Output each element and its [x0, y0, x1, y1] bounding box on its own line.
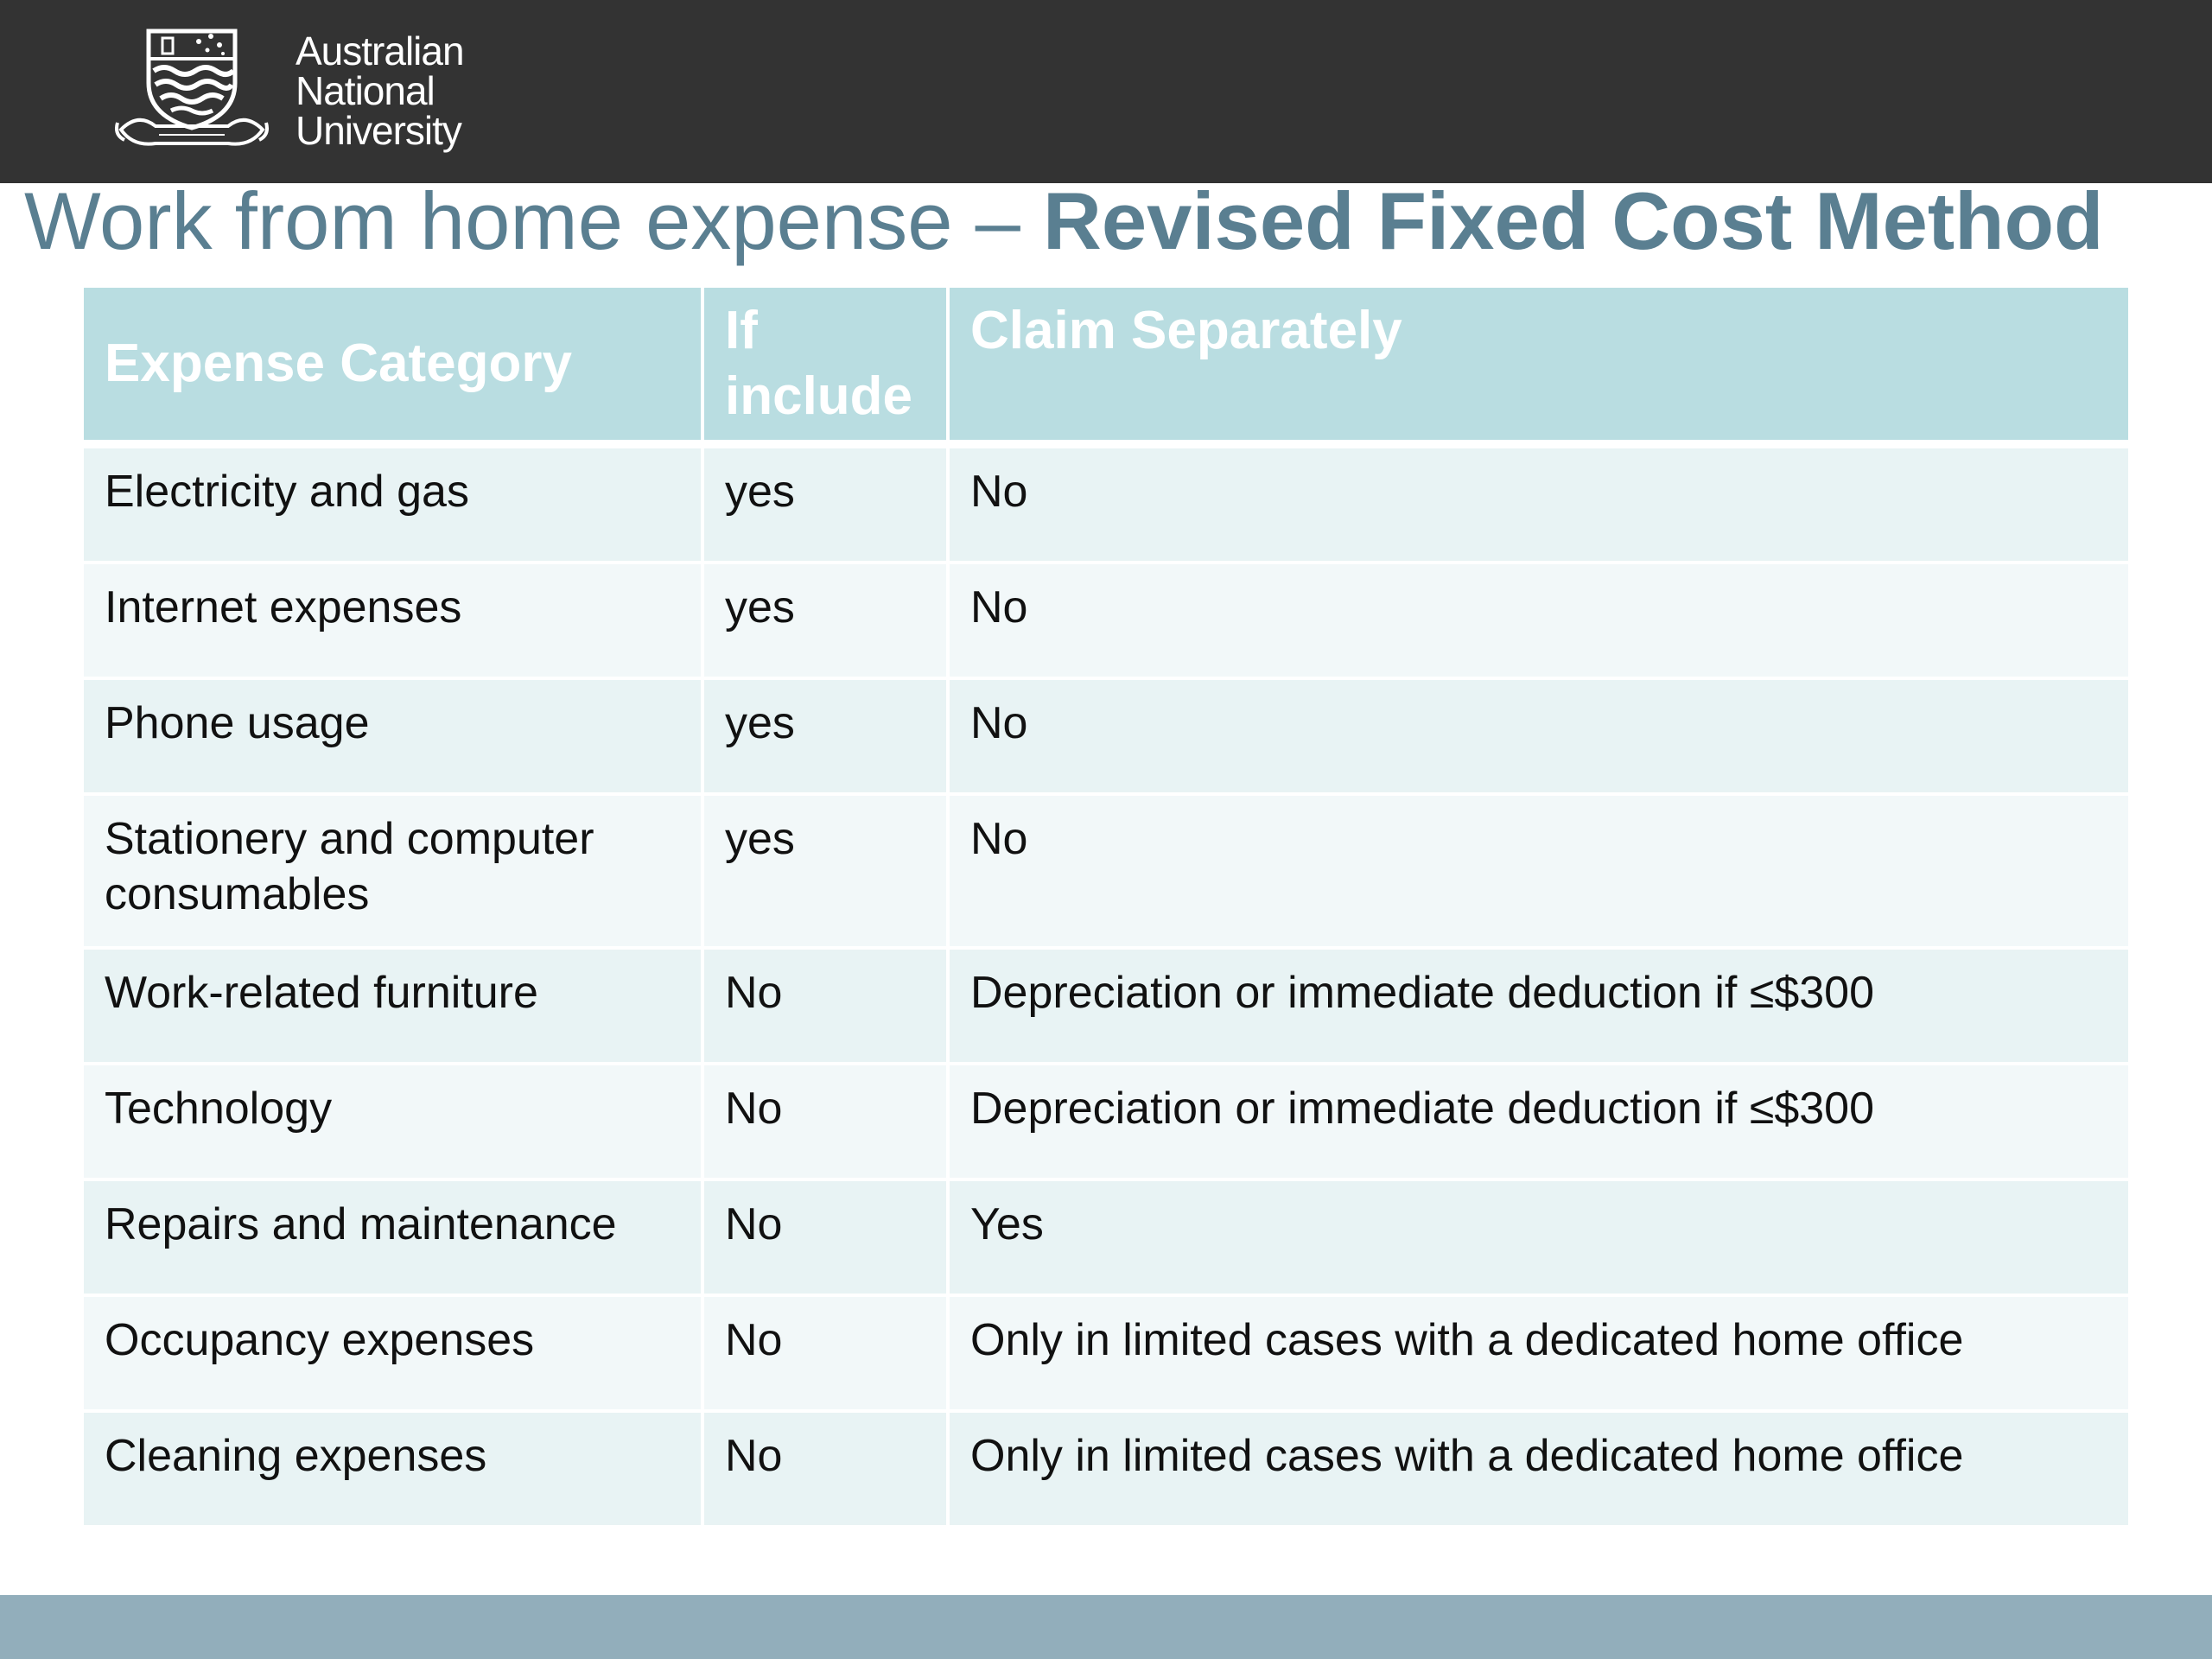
- claim-separately-cell: Depreciation or immediate deduction if ≤$300: [950, 950, 2128, 1065]
- expense-table: [84, 288, 2128, 1529]
- if-include-cell: yes: [704, 796, 950, 950]
- logo-line-3: University: [296, 108, 461, 153]
- claim-separately-cell: No: [950, 448, 2128, 564]
- table-row: [84, 1065, 2128, 1181]
- logo-wordmark: [296, 29, 464, 153]
- claim-separately-cell: No: [950, 564, 2128, 680]
- expense-category-cell: Cleaning expenses: [84, 1413, 704, 1529]
- slide-title: [24, 169, 2202, 273]
- claim-separately-cell: Yes: [950, 1181, 2128, 1297]
- anu-logo: [112, 26, 464, 156]
- footer-bar: [0, 1595, 2212, 1659]
- table-header-row: [84, 288, 2128, 448]
- logo-line-1: Australian: [296, 29, 464, 73]
- expense-category-cell: Phone usage: [84, 680, 704, 796]
- expense-category-cell: Electricity and gas: [84, 448, 704, 564]
- table-row: [84, 1297, 2128, 1413]
- if-include-cell: No: [704, 1413, 950, 1529]
- header-expense-category: Expense Category: [84, 288, 704, 448]
- table-row: [84, 1413, 2128, 1529]
- header-bar: [0, 0, 2212, 183]
- if-include-cell: No: [704, 1297, 950, 1413]
- table-row: [84, 950, 2128, 1065]
- expense-category-cell: Work-related furniture: [84, 950, 704, 1065]
- expense-category-cell: Occupancy expenses: [84, 1297, 704, 1413]
- logo-line-2: National: [296, 68, 435, 113]
- if-include-cell: yes: [704, 680, 950, 796]
- slide-title-regular: Work from home expense –: [24, 175, 1043, 266]
- claim-separately-cell: No: [950, 796, 2128, 950]
- header-claim-separately: Claim Separately: [950, 288, 2128, 448]
- crest-icon: [112, 26, 271, 156]
- table-row: [84, 448, 2128, 564]
- table-row: [84, 680, 2128, 796]
- header-if-include: If include: [704, 288, 950, 448]
- if-include-cell: No: [704, 1065, 950, 1181]
- table-row: [84, 564, 2128, 680]
- claim-separately-cell: No: [950, 680, 2128, 796]
- expense-category-cell: Stationery and computer consumables: [84, 796, 704, 950]
- expense-category-cell: Repairs and maintenance: [84, 1181, 704, 1297]
- slide-title-bold: Revised Fixed Cost Method: [1043, 175, 2104, 266]
- table-row: [84, 1181, 2128, 1297]
- if-include-cell: yes: [704, 448, 950, 564]
- expense-category-cell: Internet expenses: [84, 564, 704, 680]
- expense-category-cell: Technology: [84, 1065, 704, 1181]
- if-include-cell: yes: [704, 564, 950, 680]
- claim-separately-cell: Depreciation or immediate deduction if ≤$300: [950, 1065, 2128, 1181]
- claim-separately-cell: Only in limited cases with a dedicated home office: [950, 1413, 2128, 1529]
- if-include-cell: No: [704, 1181, 950, 1297]
- table-row: [84, 796, 2128, 950]
- if-include-cell: No: [704, 950, 950, 1065]
- claim-separately-cell: Only in limited cases with a dedicated home office: [950, 1297, 2128, 1413]
